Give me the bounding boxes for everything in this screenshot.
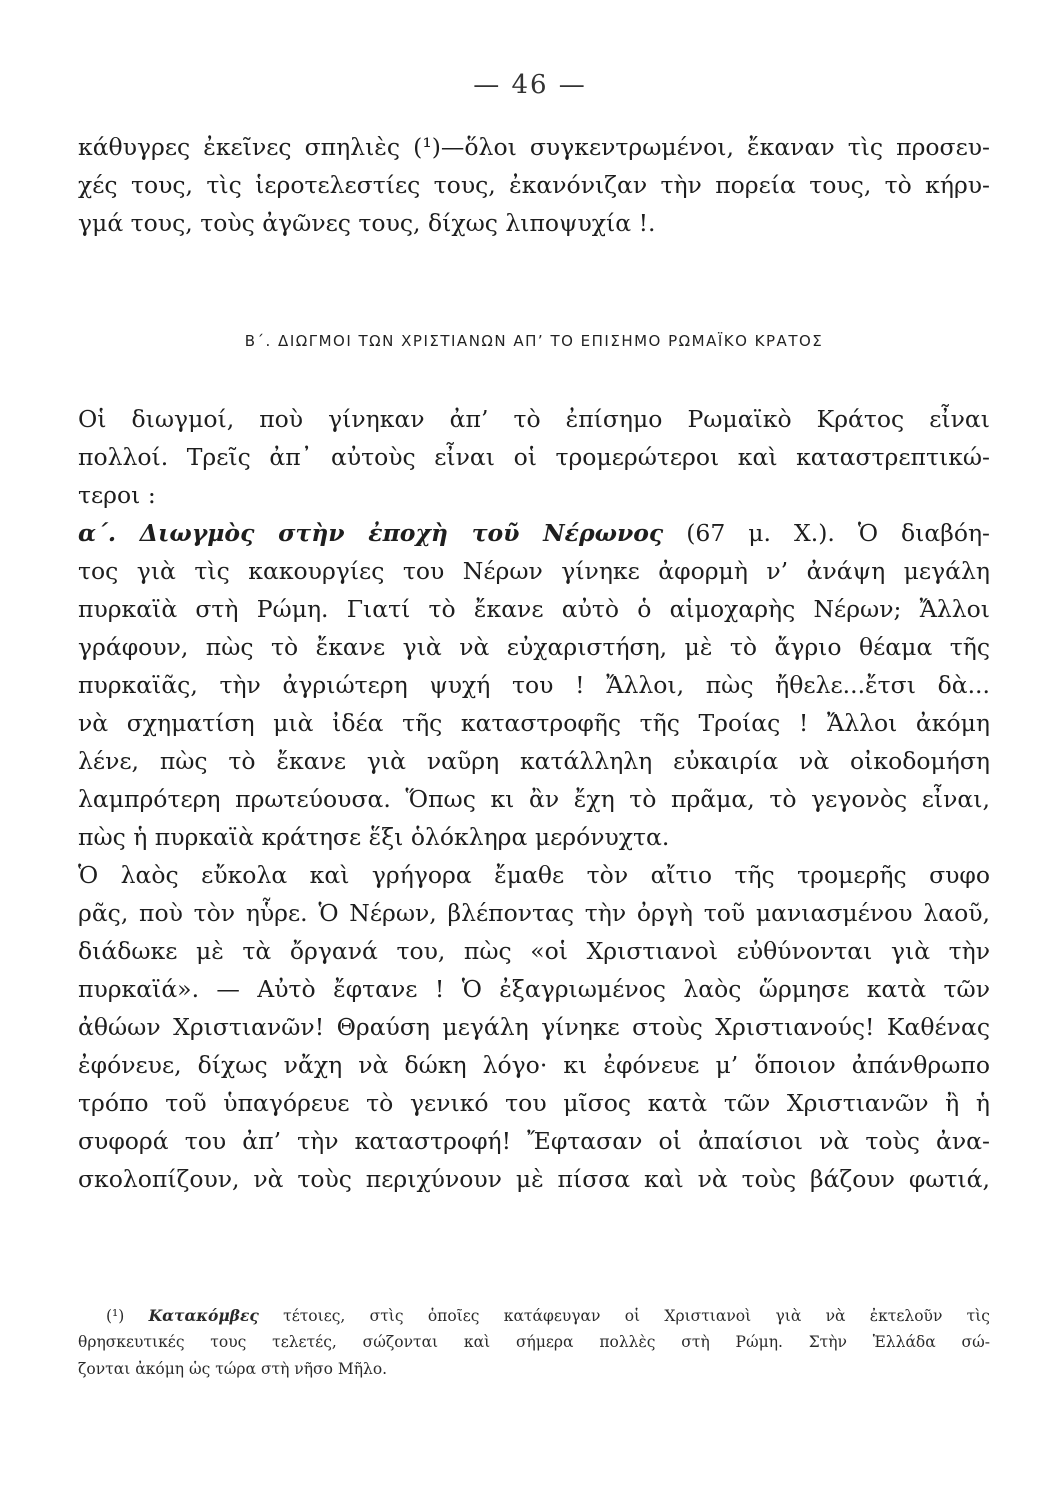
text-line: χές τους, τὶς ἱεροτελεστίες τους, ἐκανόνιζαν τὴν πορεία τους, τὸ κήρυ- [78, 171, 990, 199]
text-line: πυρκαϊὰ στὴ Ρώμη. Γιατί τὸ ἔκανε αὐτὸ ὁ αἱμοχαρὴς Νέρων; Ἄλλοι [78, 595, 990, 623]
text-line: κάθυγρες ἐκεῖνες σπηλιὲς (¹)—ὅλοι συγκεντρωμένοι, ἔκαναν τὶς προσευ- [78, 133, 990, 161]
text-line: γμά τους, τοὺς ἀγῶνες τους, δίχως λιποψυχία !. [78, 209, 656, 237]
subsection-heading-line [78, 514, 990, 552]
page-number: — 46 — [473, 70, 587, 100]
footnote-text: τέτοιες, στὶς ὁποῖες κατάφευγαν οἱ Χριστιανοὶ γιὰ νὰ ἐκτελοῦν τὶς [258, 1307, 990, 1325]
text-line: λένε, πὼς τὸ ἔκανε γιὰ ναῦρη κατάλληλη εὐκαιρία νὰ οἰκοδομήση [78, 747, 990, 775]
text-line: ἐφόνευε, δίχως νἄχη νὰ δώκη λόγο· κι ἐφόνευε μ’ ὅποιον ἀπάνθρωπο [78, 1051, 990, 1079]
text-line: λαμπρότερη πρωτεύουσα. Ὅπως κι ἂν ἔχη τὸ πρᾶμα, τὸ γεγονὸς εἶναι, [78, 785, 990, 813]
footnote-line: θρησκευτικές τους τελετές, σώζονται καὶ σήμερα πολλὲς στὴ Ρώμη. Στὴν Ἑλλάδα σώ- [78, 1333, 990, 1351]
text-line: τος γιὰ τὶς κακουργίες του Νέρων γίνηκε ἀφορμὴ ν’ ἀνάψη μεγάλη [78, 557, 990, 585]
text-line: Οἱ διωγμοί, ποὺ γίνηκαν ἀπ’ τὸ ἐπίσημο Ρωμαϊκὸ Κράτος εἶναι [78, 405, 990, 433]
text-line: πυρκαϊᾶς, τὴν ἀγριώτερη ψυχή του ! Ἄλλοι, πὼς ἤθελε...ἔτσι δὰ... [78, 671, 990, 699]
text-line: τρόπο τοῦ ὑπαγόρευε τὸ γενικό του μῖσος κατὰ τῶν Χριστιανῶν ἢ ἡ [78, 1089, 990, 1117]
text-line: τεροι : [78, 481, 156, 509]
footnote-marker: (¹) [106, 1307, 125, 1325]
subsection-heading: α΄. Διωγμὸς στὴν ἐποχὴ τοῦ Νέρωνος [78, 519, 664, 547]
footnote-line: ζονται ἀκόμη ὡς τώρα στὴ νῆσο Μῆλο. [78, 1360, 388, 1378]
text-line: ρᾶς, ποὺ τὸν ηὗρε. Ὁ Νέρων, βλέποντας τὴν ὀργὴ τοῦ μανιασμένου λαοῦ, [78, 899, 990, 927]
text-line: διάδωκε μὲ τὰ ὄργανά του, πὼς «οἱ Χριστιανοὶ εὐθύνονται γιὰ τὴν [78, 937, 990, 965]
text-line: πυρκαϊά». — Αὐτὸ ἔφτανε ! Ὁ ἐξαγριωμένος λαὸς ὥρμησε κατὰ τῶν [78, 975, 990, 1003]
paragraph-continued [78, 128, 990, 242]
text-line: πὼς ἡ πυρκαϊὰ κράτησε ἕξι ὁλόκληρα μερόνυχτα. [78, 823, 670, 851]
text-line: νὰ σχηματίση μιὰ ἰδέα τῆς καταστροφῆς τῆς Τροίας ! Ἄλλοι ἀκόμη [78, 709, 990, 737]
text-line: Ὁ λαὸς εὔκολα καὶ γρήγορα ἔμαθε τὸν αἴτιο τῆς τρομερῆς συφο [78, 861, 990, 889]
text-line: ἀθώων Χριστιανῶν! Θραύση μεγάλη γίνηκε στοὺς Χριστιανούς! Καθένας [78, 1013, 990, 1041]
footnote [78, 1302, 990, 1383]
text-line: συφορά του ἀπ’ τὴν καταστροφή! Ἔφτασαν οἱ ἀπαίσιοι νὰ τοὺς ἀνα- [78, 1127, 990, 1155]
text-line: γράφουν, πὼς τὸ ἔκανε γιὰ νὰ εὐχαριστήση, μὲ τὸ ἄγριο θέαμα τῆς [78, 633, 990, 661]
footnote-line [78, 1302, 990, 1329]
body-section [78, 400, 990, 1198]
text-line: σκολοπίζουν, νὰ τοὺς περιχύνουν μὲ πίσσα καὶ νὰ τοὺς βάζουν φωτιά, [78, 1165, 990, 1193]
text-line: πολλοί. Τρεῖς ἀπ᾿ αὐτοὺς εἶναι οἱ τρομερώτεροι καὶ καταστρεπτικώ- [78, 443, 990, 471]
subsection-heading-rest: (67 μ. Χ.). Ὁ διαβόη- [663, 519, 990, 547]
footnote-lead: Κατακόμβες [148, 1306, 259, 1325]
section-heading: Β΄. ΔΙΩΓΜΟΙ ΤΩΝ ΧΡΙΣΤΙΑΝΩΝ ΑΠ’ ΤΟ ΕΠΙΣΗΜΟ ΡΩΜΑΪΚΟ ΚΡΑΤΟΣ [244, 332, 824, 350]
